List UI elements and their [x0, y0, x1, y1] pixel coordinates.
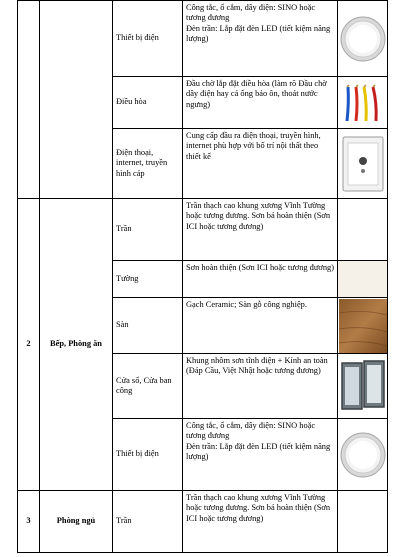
image-cell	[338, 491, 388, 553]
description-line: Cung cấp đầu ra điện thoại, truyền hình, internet phù hợp với bố trí nội thất theo thiết kế	[186, 131, 321, 161]
image-cell	[338, 419, 388, 491]
led-downlight-icon	[338, 431, 387, 479]
description-cell	[183, 354, 338, 419]
image-cell	[338, 261, 388, 298]
led-downlight-icon	[338, 15, 387, 63]
item-cell: Thiết bị điện	[113, 1, 183, 77]
description-line: Gạch Ceramic; Sàn gỗ công nghiệp.	[186, 300, 307, 309]
item-cell: Điện thoại, internet, truyền hình cáp	[113, 129, 183, 199]
item-cell: Tường	[113, 261, 183, 298]
description-line: Sơn hoàn thiện (Sơn ICI hoặc tương đương)	[186, 263, 334, 272]
description-cell	[183, 77, 338, 129]
description-line: Trần thạch cao khung xương Vĩnh Tường hoặc tương đương. Sơn bả hoàn thiện (Sơn ICI hoặc tương đương)	[186, 201, 331, 231]
row-number-cell: 3	[18, 491, 40, 553]
row-number-cell	[18, 1, 40, 199]
item-cell: Cửa sổ, Cửa ban công	[113, 354, 183, 419]
item-cell: Sàn	[113, 298, 183, 354]
description-line: Đầu chờ lắp đặt điều hòa (làm rõ Đầu chờ dây điện hay cả ống bảo ôn, thoát nước ngưng)	[186, 79, 327, 109]
table-row	[18, 199, 388, 261]
image-cell	[338, 298, 388, 354]
description-line: Đèn trần: Lắp đặt đèn LED (tiết kiệm năng lượng)	[186, 23, 331, 44]
description-cell	[183, 298, 338, 354]
room-cell	[40, 1, 113, 199]
wood-floor-swatch	[338, 299, 387, 353]
image-cell	[338, 199, 388, 261]
image-cell	[338, 354, 388, 419]
wall-outlet-icon	[338, 135, 387, 193]
description-cell	[183, 419, 338, 491]
table-row	[18, 491, 388, 553]
image-cell	[338, 77, 388, 129]
description-line: Đèn trần: Lắp đặt đèn LED (tiết kiệm năng lượng)	[186, 441, 331, 462]
image-cell	[338, 1, 388, 77]
description-line: Công tắc, ổ cắm, dây điện: SINO hoặc tương đương	[186, 421, 316, 441]
row-number-cell: 2	[18, 199, 40, 491]
item-cell: Trần	[113, 491, 183, 553]
description-line: Khung nhôm sơn tĩnh điện + Kính an toàn (Đáp Cầu, Việt Nhật hoặc tương đương)	[186, 356, 328, 376]
room-cell: Bếp, Phòng ăn	[40, 199, 113, 491]
item-cell: Thiết bị điện	[113, 419, 183, 491]
item-cell: Điều hòa	[113, 77, 183, 129]
description-cell	[183, 129, 338, 199]
description-cell	[183, 261, 338, 298]
description-cell	[183, 491, 338, 553]
item-cell: Trần	[113, 199, 183, 261]
description-cell	[183, 199, 338, 261]
electric-wires-icon	[338, 83, 387, 123]
description-line: Công tắc, ổ cắm, dây điện: SINO hoặc tương đương	[186, 3, 316, 23]
description-cell	[183, 1, 338, 77]
spec-table	[17, 0, 388, 553]
description-line: Trần thạch cao khung xương Vĩnh Tường hoặc tương đương. Sơn bả hoàn thiện (Sơn ICI hoặc tương đương)	[186, 493, 331, 523]
image-cell	[338, 129, 388, 199]
aluminum-window-icon	[338, 359, 387, 413]
room-cell: Phòng ngủ	[40, 491, 113, 553]
table-row	[18, 1, 388, 77]
